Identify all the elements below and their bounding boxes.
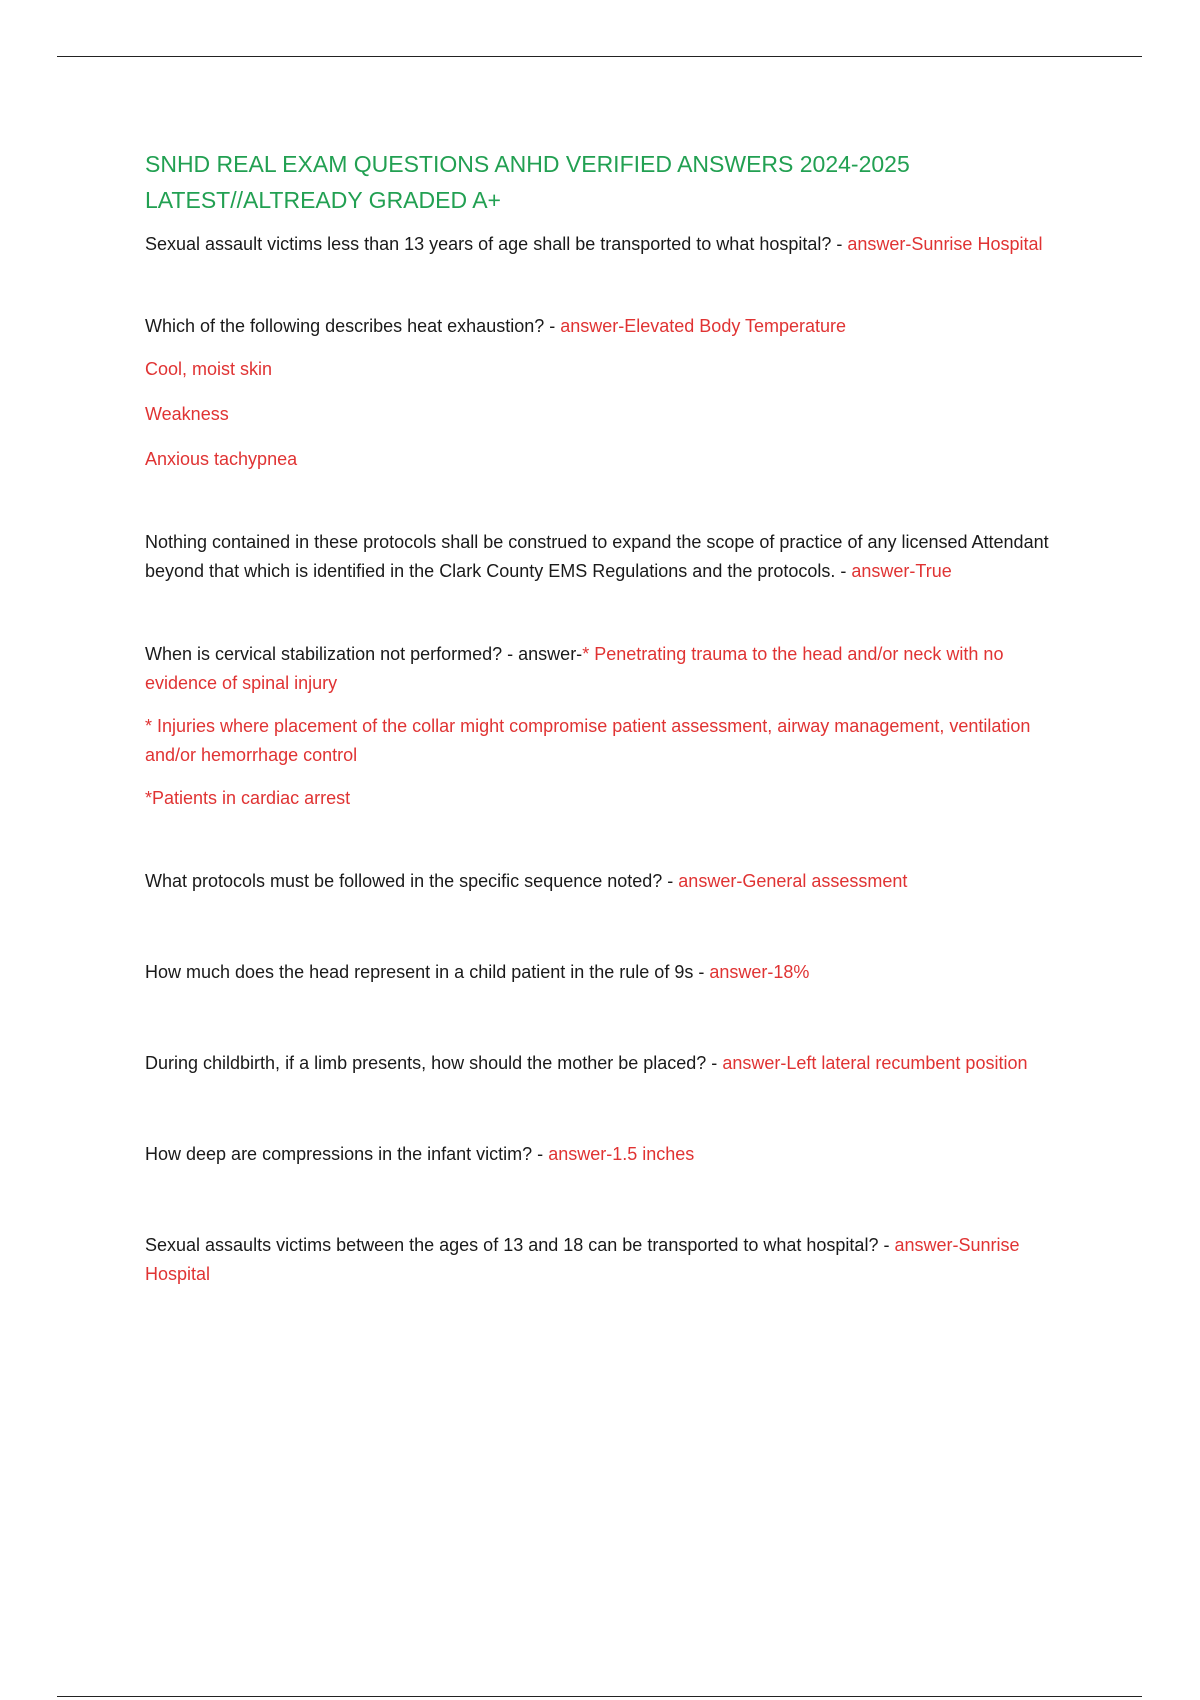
answer-extra-line: Cool, moist skin: [145, 359, 273, 379]
answer-extra-line: Weakness: [145, 404, 229, 424]
document-body: [145, 146, 1080, 1289]
page-title: SNHD REAL EXAM QUESTIONS ANHD VERIFIED ANSWERS 2024-2025 LATEST//ALTREADY GRADED A+: [145, 151, 910, 213]
question-text: Sexual assault victims less than 13 years of age shall be transported to what hospital? -: [145, 234, 848, 254]
qa-item: [145, 1231, 1080, 1289]
qa-paragraph: [145, 1140, 1080, 1169]
answer-text: answer-True: [851, 561, 952, 581]
question-text: What protocols must be followed in the specific sequence noted? -: [145, 871, 679, 891]
qa-paragraph: [145, 528, 1080, 586]
answer-text: answer-General assessment: [678, 871, 908, 891]
answer-text: answer-18%: [709, 962, 810, 982]
qa-paragraph: [145, 1049, 1080, 1078]
answer-text: answer-Sunrise Hospital: [145, 1235, 1020, 1284]
answer-extra-line: *Patients in cardiac arrest: [145, 788, 351, 808]
qa-paragraph: [145, 867, 1080, 896]
question-text: How much does the head represent in a child patient in the rule of 9s -: [145, 962, 710, 982]
qa-item: [145, 1140, 1080, 1169]
answer-extra-line: Anxious tachypnea: [145, 449, 298, 469]
qa-item: [145, 528, 1080, 586]
qa-item: [145, 230, 1080, 259]
bottom-rule: [57, 1696, 1142, 1697]
question-text: During childbirth, if a limb presents, how should the mother be placed? -: [145, 1053, 723, 1073]
qa-item: [145, 1049, 1080, 1078]
qa-item: [145, 312, 1080, 474]
qa-item: [145, 958, 1080, 987]
qa-item: [145, 640, 1080, 813]
answer-text: * Penetrating trauma to the head and/or neck with no evidence of spinal injury: [145, 644, 1004, 693]
question-text: Nothing contained in these protocols shall be construed to expand the scope of practice of any licensed Attendant beyond that which is identified in the Clark County EMS Regulations and the protocols. -: [145, 532, 1049, 581]
qa-paragraph: [145, 312, 1080, 341]
qa-paragraph: [145, 230, 1080, 259]
qa-paragraph: [145, 640, 1080, 698]
question-text: When is cervical stabilization not performed? - answer-: [145, 644, 583, 664]
answer-text: answer-Elevated Body Temperature: [560, 316, 847, 336]
top-rule: [57, 56, 1142, 57]
qa-item: [145, 867, 1080, 896]
answer-text: answer-1.5 inches: [548, 1144, 695, 1164]
question-text: How deep are compressions in the infant victim? -: [145, 1144, 549, 1164]
answer-extra-line: * Injuries where placement of the collar might compromise patient assessment, airway management, ventilation and/or hemorrhage control: [145, 716, 1031, 765]
qa-paragraph: [145, 1231, 1080, 1289]
question-text: Sexual assaults victims between the ages of 13 and 18 can be transported to what hospital? -: [145, 1235, 895, 1255]
qa-paragraph: [145, 958, 1080, 987]
answer-text: answer-Sunrise Hospital: [847, 234, 1043, 254]
answer-text: answer-Left lateral recumbent position: [722, 1053, 1028, 1073]
question-text: Which of the following describes heat exhaustion? -: [145, 316, 561, 336]
